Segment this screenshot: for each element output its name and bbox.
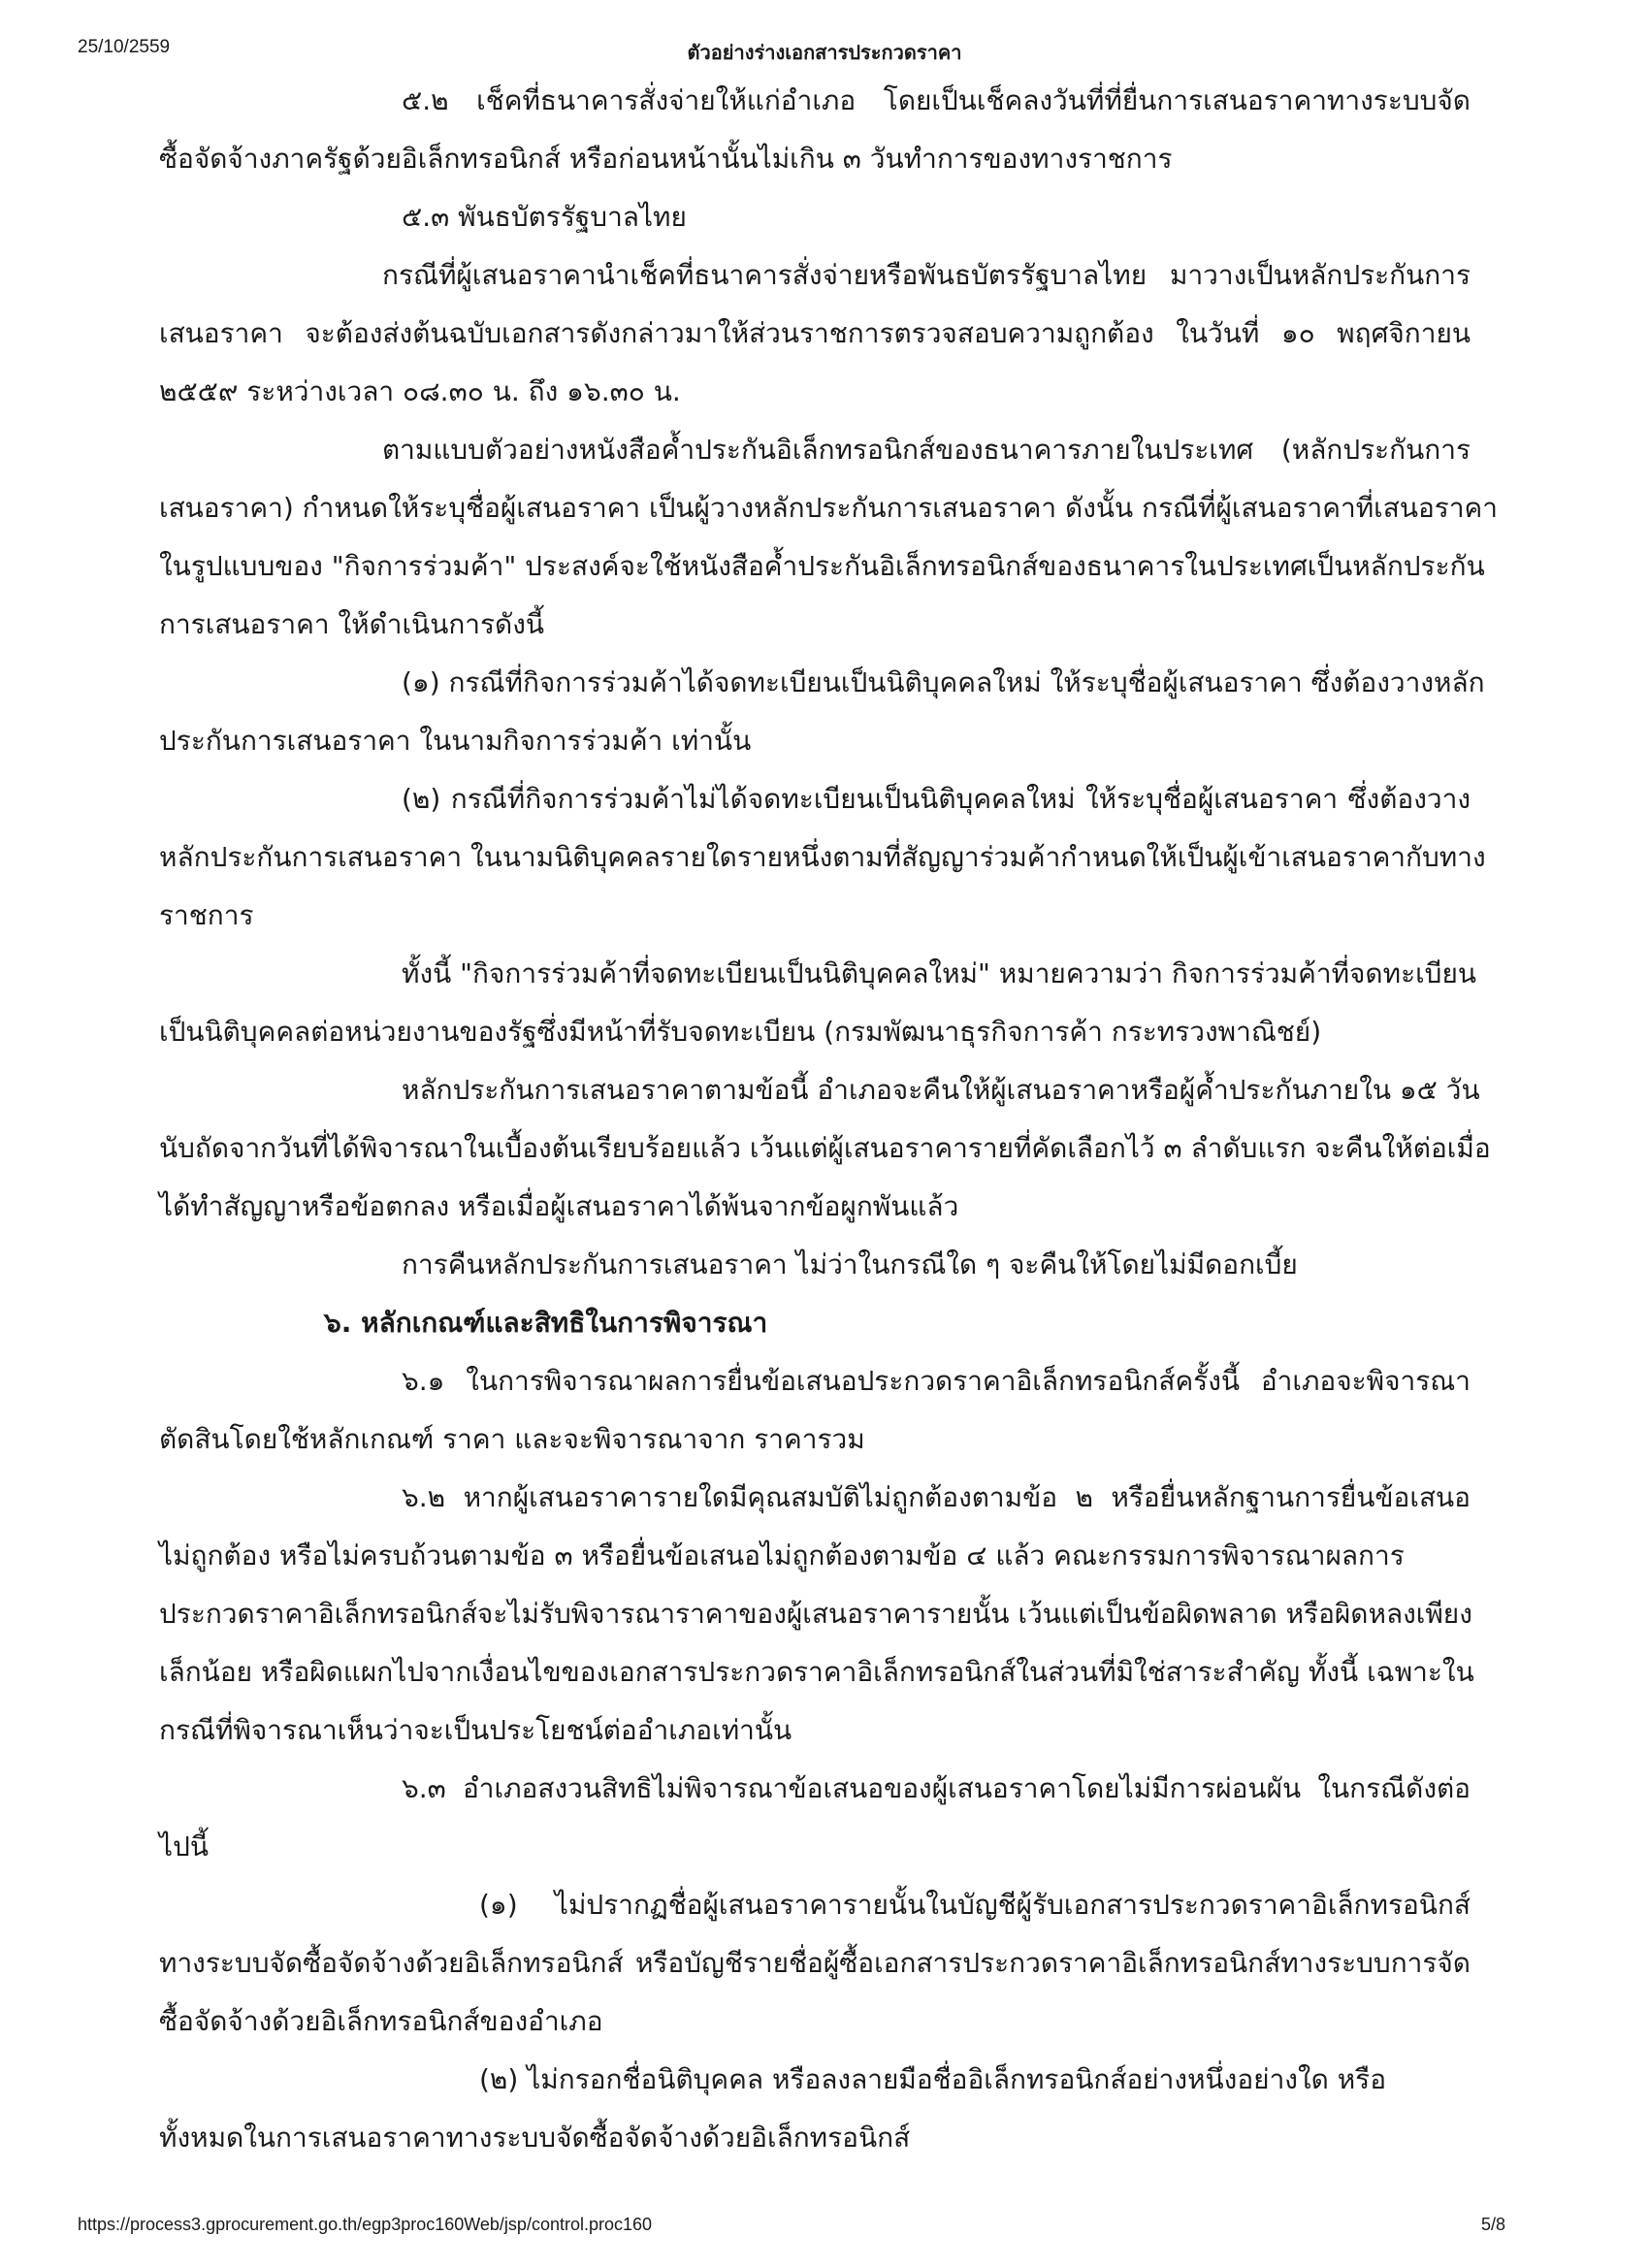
text-line: ๖.๒ หากผู้เสนอราคารายใดมีคุณสมบัติไม่ถูกต้องตามข้อ ๒ หรือยื่นหลักฐานการยื่นข้อเสนอ — [402, 1481, 1471, 1513]
text-line: การคืนหลักประกันการเสนอราคา ไม่ว่าในกรณีใด ๆ จะคืนให้โดยไม่มีดอกเบี้ย — [402, 1248, 1298, 1280]
text-line: หลักประกันการเสนอราคา ในนามนิติบุคคลรายใดรายหนึ่งตามที่สัญญาร่วมค้ากำหนดให้เป็นผู้เข้าเสนอราคากับทาง — [159, 841, 1486, 873]
text-line: ซื้อจัดจ้างด้วยอิเล็กทรอนิกส์ของอำเภอ — [159, 2005, 603, 2037]
text-line: (๑) กรณีที่กิจการร่วมค้าได้จดทะเบียนเป็นนิติบุคคลใหม่ ให้ระบุชื่อผู้เสนอราคา ซึ่งต้องวางหลัก — [402, 666, 1485, 698]
text-line: ตามแบบตัวอย่างหนังสือค้ำประกันอิเล็กทรอนิกส์ของธนาคารภายในประเทศ (หลักประกันการ — [382, 434, 1471, 466]
text-line: ตัดสินโดยใช้หลักเกณฑ์ ราคา และจะพิจารณาจาก ราคารวม — [159, 1423, 865, 1455]
text-line: ๕.๓ พันธบัตรรัฐบาลไทย — [402, 201, 687, 233]
text-line: เล็กน้อย หรือผิดแผกไปจากเงื่อนไขของเอกสารประกวดราคาอิเล็กทรอนิกส์ในส่วนที่มิใช่สาระสำคัญ ทั้งนี้ เฉพาะใน — [159, 1656, 1474, 1688]
text-line: กรณีที่ผู้เสนอราคานำเช็คที่ธนาคารสั่งจ่ายหรือพันธบัตรรัฐบาลไทย มาวางเป็นหลักประกันการ — [382, 259, 1471, 291]
section-heading: ๖. หลักเกณฑ์และสิทธิในการพิจารณา — [324, 1307, 768, 1339]
text-line: ราชการ — [159, 899, 254, 931]
text-line: ทางระบบจัดซื้อจัดจ้างด้วยอิเล็กทรอนิกส์ หรือบัญชีรายชื่อผู้ซื้อเอกสารประกวดราคาอิเล็กทรอนิกส์ทางระบบการจัด — [159, 1947, 1471, 1979]
text-line: ทั้งหมดในการเสนอราคาทางระบบจัดซื้อจัดจ้างด้วยอิเล็กทรอนิกส์ — [159, 2122, 911, 2154]
text-line: หลักประกันการเสนอราคาตามข้อนี้ อำเภอจะคืนให้ผู้เสนอราคาหรือผู้ค้ำประกันภายใน ๑๕ วัน — [402, 1074, 1480, 1106]
text-line: ๕.๒ เช็คที่ธนาคารสั่งจ่ายให้แก่อำเภอ โดยเป็นเช็คลงวันที่ที่ยื่นการเสนอราคาทางระบบจัด — [402, 84, 1471, 116]
text-line: ๖.๓ อำเภอสงวนสิทธิไม่พิจารณาข้อเสนอของผู้เสนอราคาโดยไม่มีการผ่อนผัน ในกรณีดังต่อ — [402, 1772, 1471, 1804]
text-line: ๒๕๕๙ ระหว่างเวลา ๐๘.๓๐ น. ถึง ๑๖.๓๐ น. — [159, 375, 681, 407]
document-body — [159, 72, 1499, 2167]
text-line: ได้ทำสัญญาหรือข้อตกลง หรือเมื่อผู้เสนอราคาได้พ้นจากข้อผูกพันแล้ว — [159, 1190, 959, 1222]
text-line: เสนอราคา จะต้องส่งต้นฉบับเอกสารดังกล่าวมาให้ส่วนราชการตรวจสอบความถูกต้อง ในวันที่ ๑๐ พฤศจิกายน — [159, 317, 1471, 349]
text-line: ทั้งนี้ "กิจการร่วมค้าที่จดทะเบียนเป็นนิติบุคคลใหม่" หมายความว่า กิจการร่วมค้าที่จดทะเบียน — [402, 957, 1476, 989]
text-line: ในรูปแบบของ "กิจการร่วมค้า" ประสงค์จะใช้หนังสือค้ำประกันอิเล็กทรอนิกส์ของธนาคารในประเทศเป็นหลักประกัน — [159, 550, 1485, 582]
text-line: (๒) ไม่กรอกชื่อนิติบุคคล หรือลงลายมือชื่ออิเล็กทรอนิกส์อย่างหนึ่งอย่างใด หรือ — [479, 2063, 1387, 2095]
header-date: 25/10/2559 — [78, 37, 171, 57]
text-line: ซื้อจัดจ้างภาครัฐด้วยอิเล็กทรอนิกส์ หรือก่อนหน้านั้นไม่เกิน ๓ วันทำการของทางราชการ — [159, 143, 1173, 175]
text-line: กรณีที่พิจารณาเห็นว่าจะเป็นประโยชน์ต่ออำเภอเท่านั้น — [159, 1714, 792, 1746]
text-line: เป็นนิติบุคคลต่อหน่วยงานของรัฐซึ่งมีหน้าที่รับจดทะเบียน (กรมพัฒนาธุรกิจการค้า กระทรวงพาณิชย์) — [159, 1016, 1322, 1048]
text-line: (๒) กรณีที่กิจการร่วมค้าไม่ได้จดทะเบียนเป็นนิติบุคคลใหม่ ให้ระบุชื่อผู้เสนอราคา ซึ่งต้องวาง — [402, 783, 1471, 815]
text-line: (๑) ไม่ปรากฏชื่อผู้เสนอราคารายนั้นในบัญชีผู้รับเอกสารประกวดราคาอิเล็กทรอนิกส์ — [479, 1889, 1471, 1921]
text-line: ประกันการเสนอราคา ในนามกิจการร่วมค้า เท่านั้น — [159, 725, 752, 757]
text-line: ไม่ถูกต้อง หรือไม่ครบถ้วนตามข้อ ๓ หรือยื่นข้อเสนอไม่ถูกต้องตามข้อ ๔ แล้ว คณะกรรมการพิจารณาผลการ — [159, 1539, 1405, 1571]
text-line: เสนอราคา) กำหนดให้ระบุชื่อผู้เสนอราคา เป็นผู้วางหลักประกันการเสนอราคา ดังนั้น กรณีที่ผู้เสนอราคาที่เสนอราคา — [159, 492, 1499, 524]
text-line: ๖.๑ ในการพิจารณาผลการยื่นข้อเสนอประกวดราคาอิเล็กทรอนิกส์ครั้งนี้ อำเภอจะพิจารณา — [402, 1365, 1471, 1397]
text-line: ไปนี้ — [159, 1831, 209, 1863]
footer-url-link[interactable]: https://process3.gprocurement.go.th/egp3proc160Web/jsp/control.proc160 — [78, 2215, 653, 2234]
document-title: ตัวอย่างร่างเอกสารประกวดราคา — [687, 41, 962, 64]
page-number: 5/8 — [1480, 2215, 1505, 2234]
text-line: การเสนอราคา ให้ดำเนินการดังนี้ — [159, 608, 545, 640]
text-line: นับถัดจากวันที่ได้พิจารณาในเบื้องต้นเรียบร้อยแล้ว เว้นแต่ผู้เสนอราคารายที่คัดเลือกไว้ ๓ ลำดับแรก จะคืนให้ต่อเมื่อ — [159, 1132, 1491, 1164]
text-line: ประกวดราคาอิเล็กทรอนิกส์จะไม่รับพิจารณาราคาของผู้เสนอราคารายนั้น เว้นแต่เป็นข้อผิดพลาด หรือผิดหลงเพียง — [159, 1598, 1472, 1630]
